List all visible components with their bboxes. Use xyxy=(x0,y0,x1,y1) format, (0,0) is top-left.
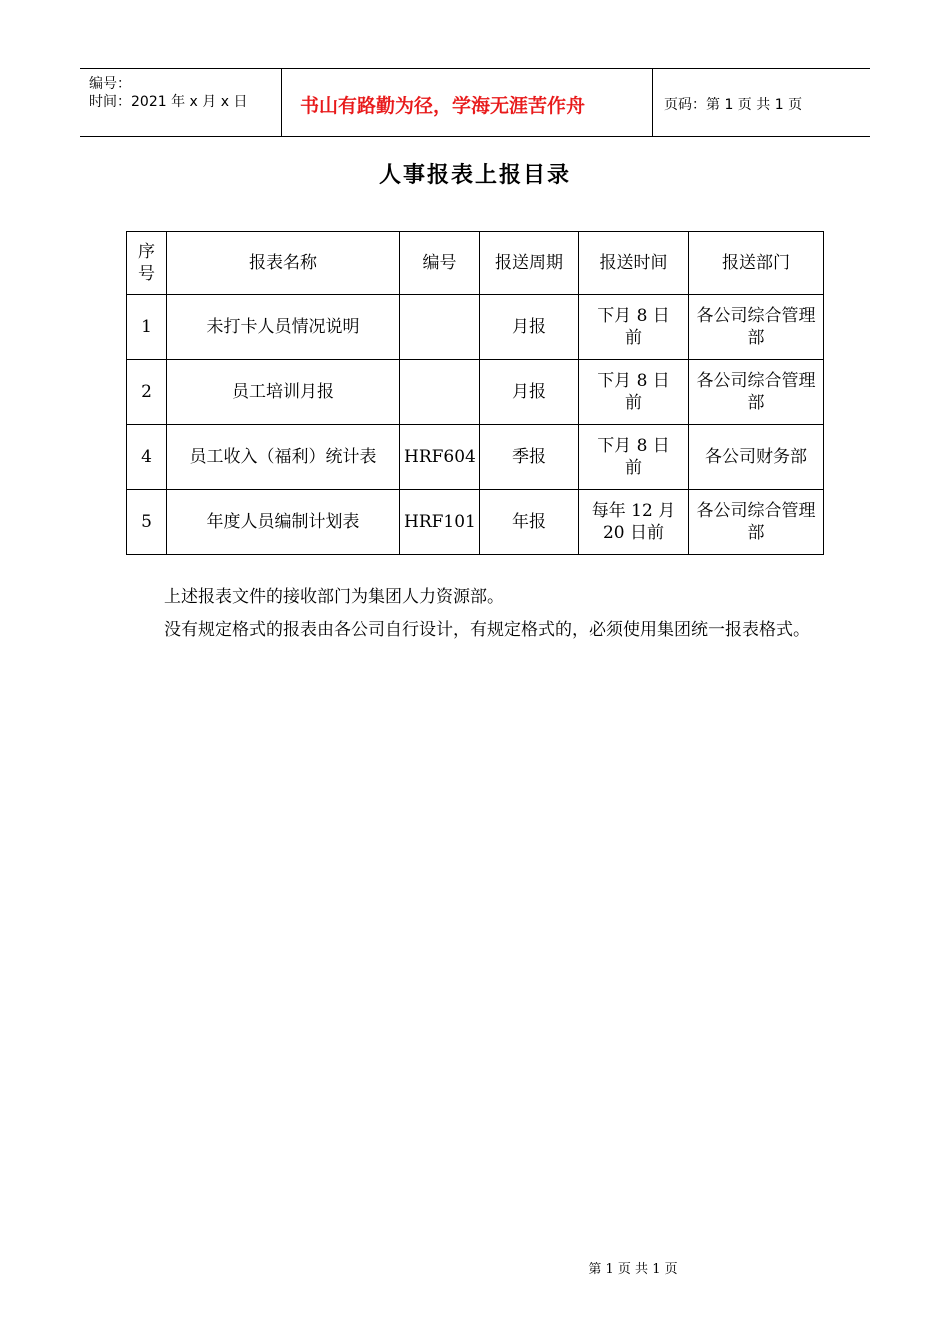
cell-code xyxy=(400,295,480,360)
cell-name: 员工收入（福利）统计表 xyxy=(167,425,400,490)
cell-index: 5 xyxy=(127,490,167,555)
cell-cycle: 季报 xyxy=(480,425,579,490)
header-page-cell xyxy=(653,69,870,136)
cell-dept: 各公司综合管理部 xyxy=(689,360,824,425)
cell-cycle: 月报 xyxy=(480,295,579,360)
column-header-dept: 报送部门 xyxy=(689,232,824,295)
document-header xyxy=(80,68,870,137)
column-header-cycle: 报送周期 xyxy=(480,232,579,295)
cell-name: 未打卡人员情况说明 xyxy=(167,295,400,360)
report-table xyxy=(126,231,824,555)
header-motto-cell xyxy=(281,69,653,136)
table-row xyxy=(127,295,824,360)
number-label: 编号： xyxy=(89,76,131,92)
header-meta xyxy=(80,69,281,136)
cell-dept: 各公司财务部 xyxy=(689,425,824,490)
page-title: 人事报表上报目录 xyxy=(378,162,571,188)
cell-index: 1 xyxy=(127,295,167,360)
cell-cycle: 年报 xyxy=(480,490,579,555)
cell-dept: 各公司综合管理部 xyxy=(689,295,824,360)
cell-name: 员工培训月报 xyxy=(167,360,400,425)
page-info: 页码：第 1 页 共 1 页 xyxy=(664,97,803,113)
table-row xyxy=(127,360,824,425)
cell-code: HRF101 xyxy=(400,490,480,555)
cell-index: 2 xyxy=(127,360,167,425)
cell-code xyxy=(400,360,480,425)
column-header-index: 序号 xyxy=(127,232,167,295)
cell-name: 年度人员编制计划表 xyxy=(167,490,400,555)
table-header-row xyxy=(127,232,824,295)
date-label: 时间：2021 年 x 月 x 日 xyxy=(89,94,248,110)
cell-cycle: 月报 xyxy=(480,360,579,425)
footer-page-number: 第 1 页 共 1 页 xyxy=(588,1262,678,1277)
cell-time: 每年 12 月 20 日前 xyxy=(579,490,689,555)
cell-time: 下月 8 日前 xyxy=(579,360,689,425)
body-paragraph: 没有规定格式的报表由各公司自行设计，有规定格式的，必须使用集团统一报表格式。 xyxy=(164,620,810,640)
table-row xyxy=(127,425,824,490)
cell-time: 下月 8 日前 xyxy=(579,295,689,360)
column-header-time: 报送时间 xyxy=(579,232,689,295)
cell-time: 下月 8 日前 xyxy=(579,425,689,490)
cell-index: 4 xyxy=(127,425,167,490)
body-paragraph: 上述报表文件的接收部门为集团人力资源部。 xyxy=(164,587,504,607)
table-row xyxy=(127,490,824,555)
column-header-name: 报表名称 xyxy=(167,232,400,295)
cell-code: HRF604 xyxy=(400,425,480,490)
motto-text: 书山有路勤为径，学海无涯苦作舟 xyxy=(300,95,586,117)
cell-dept: 各公司综合管理部 xyxy=(689,490,824,555)
column-header-code: 编号 xyxy=(400,232,480,295)
page-footer xyxy=(0,1258,950,1277)
